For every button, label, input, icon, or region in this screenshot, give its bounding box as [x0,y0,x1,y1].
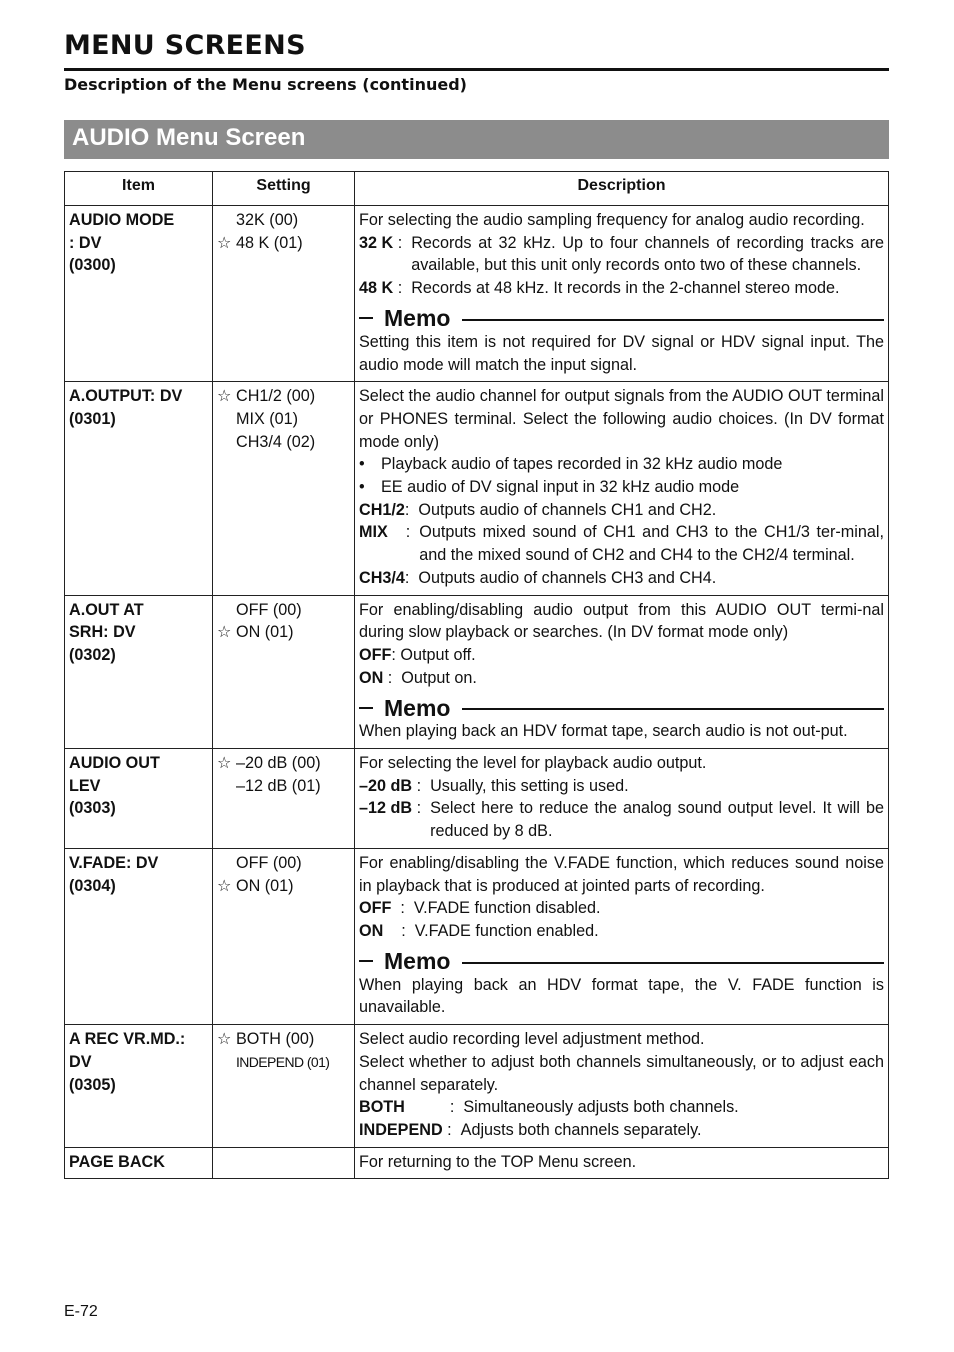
setting-option-label: –12 dB (01) [236,776,321,795]
definition-key: OFF [359,645,392,664]
setting-option-label: OFF (00) [236,853,302,872]
default-star-icon: ☆ [217,622,232,642]
page-title: MENU SCREENS [64,30,306,61]
description-text: Select audio recording level adjustment method. [359,1030,705,1049]
definition-sep: : [387,523,420,542]
memo-rule [462,319,884,321]
setting-option [217,852,350,875]
setting-option [217,385,350,408]
setting-option-label: CH1/2 (00) [236,387,316,406]
setting-cell [213,749,355,849]
definition-key: OFF [359,899,392,918]
option-definition [359,567,884,590]
option-definition [359,499,884,522]
table-row [65,1147,889,1179]
item-cell [65,749,213,849]
item-name-line: (0301) [69,409,116,428]
definition-text: Output off. [400,645,476,664]
default-star-icon: ☆ [217,875,232,895]
option-definition [359,897,884,920]
memo-text: Setting this item is not required for DV signal or HDV signal input. The audio mode will match the input signal. [359,332,884,374]
description-text: For enabling/disabling the V.FADE function, which reduces sound noise in playback that is produced at jointed parts of recording. [359,853,884,895]
default-star-icon [217,1051,236,1074]
page-subtitle: Description of the Menu screens (continued) [64,75,467,94]
description-text: Select whether to adjust both channels simultaneously, or to adjust each channel separately. [359,1052,884,1094]
option-definition [359,775,884,798]
definition-sep: : [391,899,414,918]
option-definition [359,1096,884,1119]
setting-option-label: ON (01) [236,623,294,642]
setting-option [217,1028,350,1051]
definition-sep: : [383,668,402,687]
definition-text: Records at 48 kHz. It records in the 2-channel stereo mode. [411,279,840,298]
item-name-line: A.OUTPUT: DV [69,387,183,406]
item-cell [65,1147,213,1179]
item-name-line: SRH: DV [69,623,136,642]
memo-label: Memo [384,694,451,721]
description-text: For enabling/disabling audio output from this AUDIO OUT termi-nal during slow playback or searches. (In DV format mode only) [359,600,884,642]
item-cell [65,206,213,382]
item-name-line: AUDIO MODE [69,211,175,229]
description-cell [355,206,889,382]
definition-key: 48 K [359,279,394,298]
definition-text: Usually, this setting is used. [430,776,629,795]
memo-text: When playing back an HDV format tape, search audio is not out-put. [359,722,848,741]
memo-dash [359,960,373,962]
definition-sep: : [404,1098,464,1117]
memo-label: Memo [384,947,451,974]
description-text: For selecting the audio sampling frequency for analog audio recording. [359,211,865,229]
definition-text: Output on. [401,668,477,687]
definition-text: Adjusts both channels separately. [460,1120,702,1139]
default-star-icon: ☆ [217,386,232,406]
setting-option-label: –20 dB (00) [236,754,321,773]
setting-cell [213,1147,355,1179]
title-rule [64,68,889,71]
option-definition [359,232,884,277]
page-number: E-72 [64,1303,98,1320]
definition-key: CH1/2 [359,500,405,519]
memo-text: When playing back an HDV format tape, the V. FADE function is unavailable. [359,975,884,1017]
definition-sep: : [412,776,431,795]
column-header-setting: Setting [213,172,355,206]
item-name-line: (0300) [69,256,116,275]
setting-cell [213,206,355,382]
definition-sep: : [442,1120,461,1139]
item-cell [65,595,213,749]
definition-key: 32 K [359,233,394,252]
description-text: For returning to the TOP Menu screen. [359,1152,637,1171]
item-name-line: V.FADE: DV [69,853,159,872]
definition-text: Outputs audio of channels CH3 and CH4. [418,568,717,587]
table-row [65,595,889,749]
default-star-icon [217,599,236,622]
setting-option [217,209,350,232]
definition-text: Outputs audio of channels CH1 and CH2. [418,500,717,519]
setting-option [217,431,350,454]
audio-menu-table [64,171,889,1179]
definition-key: –20 dB [359,776,413,795]
item-name-line: A REC VR.MD.: [69,1030,186,1049]
memo-heading [359,695,884,720]
description-cell [355,1147,889,1179]
definition-sep: : [412,799,431,818]
definition-sep: : [391,645,401,664]
description-cell [355,1025,889,1148]
item-cell [65,848,213,1024]
option-definition [359,277,884,300]
item-name-line: (0302) [69,645,116,664]
item-name-line: (0305) [69,1075,116,1094]
setting-cell [213,382,355,595]
memo-rule [462,962,884,964]
default-star-icon: ☆ [217,1029,232,1049]
description-text: Select the audio channel for output signals from the AUDIO OUT terminal or PHONES terminal. Select the following audio choices. (In DV format mode only) [359,387,884,451]
setting-option [217,752,350,775]
description-cell [355,382,889,595]
setting-cell [213,1025,355,1148]
definition-text: V.FADE function enabled. [414,921,599,940]
definition-key: BOTH [359,1098,405,1117]
column-header-item: Item [65,172,213,206]
bullet-icon: • [359,455,365,474]
item-name-line: A.OUT AT [69,600,144,619]
option-definition [359,797,884,842]
default-star-icon: ☆ [217,232,232,252]
item-name-line: LEV [69,776,101,795]
definition-key: MIX [359,523,388,542]
item-name-line: AUDIO OUT [69,754,160,773]
column-header-description: Description [355,172,889,206]
setting-option-label: ON (01) [236,876,294,895]
memo-dash [359,317,373,319]
definition-text: Select here to reduce the analog sound output level. It will be reduced by 8 dB. [430,799,884,841]
definition-sep: : [383,921,415,940]
bullet-icon: • [359,478,365,497]
item-name-line: DV [69,1052,92,1071]
memo-heading [359,949,884,974]
definition-key: –12 dB [359,799,413,818]
setting-cell [213,848,355,1024]
definition-text: Outputs mixed sound of CH1 and CH3 to the CH1/3 ter-minal, and the mixed sound of CH2 and CH4 to the CH2/4 terminal. [419,523,884,565]
definition-sep: : [393,233,412,252]
item-name-line: (0304) [69,876,116,895]
description-cell [355,749,889,849]
setting-option [217,1051,350,1074]
option-definition [359,521,884,566]
bullet-text: Playback audio of tapes recorded in 32 kHz audio mode [381,455,783,474]
setting-option [217,232,350,255]
description-cell [355,595,889,749]
item-name-line: PAGE BACK [69,1152,165,1171]
definition-text: Records at 32 kHz. Up to four channels of recording tracks are available, but this unit only records onto two of these channels. [411,233,884,275]
default-star-icon [217,431,236,454]
description-text: For selecting the level for playback audio output. [359,754,707,773]
setting-option [217,621,350,644]
default-star-icon [217,852,236,875]
definition-key: ON [359,921,384,940]
table-row [65,206,889,382]
definition-key: INDEPEND [359,1120,443,1139]
bullet-item [359,453,884,476]
memo-label: Memo [384,304,451,331]
setting-option [217,408,350,431]
definition-key: ON [359,668,384,687]
setting-option-label: OFF (00) [236,600,302,619]
setting-option-label: INDEPEND (01) [236,1053,330,1070]
option-definition [359,644,884,667]
definition-text: Simultaneously adjusts both channels. [463,1098,739,1117]
default-star-icon [217,209,236,232]
item-cell [65,1025,213,1148]
default-star-icon: ☆ [217,753,232,773]
setting-option [217,599,350,622]
default-star-icon [217,408,236,431]
memo-heading [359,306,884,331]
item-name-line: : DV [69,233,102,252]
item-cell [65,382,213,595]
definition-key: CH3/4 [359,568,405,587]
memo-rule [462,708,884,710]
definition-sep: : [404,568,419,587]
default-star-icon [217,775,236,798]
setting-option [217,875,350,898]
description-cell [355,848,889,1024]
setting-option-label: CH3/4 (02) [236,432,316,451]
option-definition [359,920,884,943]
setting-option [217,775,350,798]
option-definition [359,667,884,690]
option-definition [359,1119,884,1142]
setting-option-label: 48 K (01) [236,233,303,252]
definition-sep: : [393,279,412,298]
table-row [65,749,889,849]
table-body [65,206,889,1179]
setting-option-label: 32K (00) [236,211,299,229]
setting-cell [213,595,355,749]
definition-sep: : [404,500,419,519]
definition-text: V.FADE function disabled. [413,899,601,918]
table-header-row [65,172,889,206]
item-name-line: (0303) [69,799,116,818]
setting-option-label: BOTH (00) [236,1030,315,1049]
bullet-text: EE audio of DV signal input in 32 kHz audio mode [381,478,740,497]
table-row [65,382,889,595]
memo-dash [359,707,373,709]
section-heading: AUDIO Menu Screen [64,120,889,159]
table-row [65,1025,889,1148]
setting-option-label: MIX (01) [236,409,299,428]
table-row [65,848,889,1024]
bullet-item [359,476,884,499]
